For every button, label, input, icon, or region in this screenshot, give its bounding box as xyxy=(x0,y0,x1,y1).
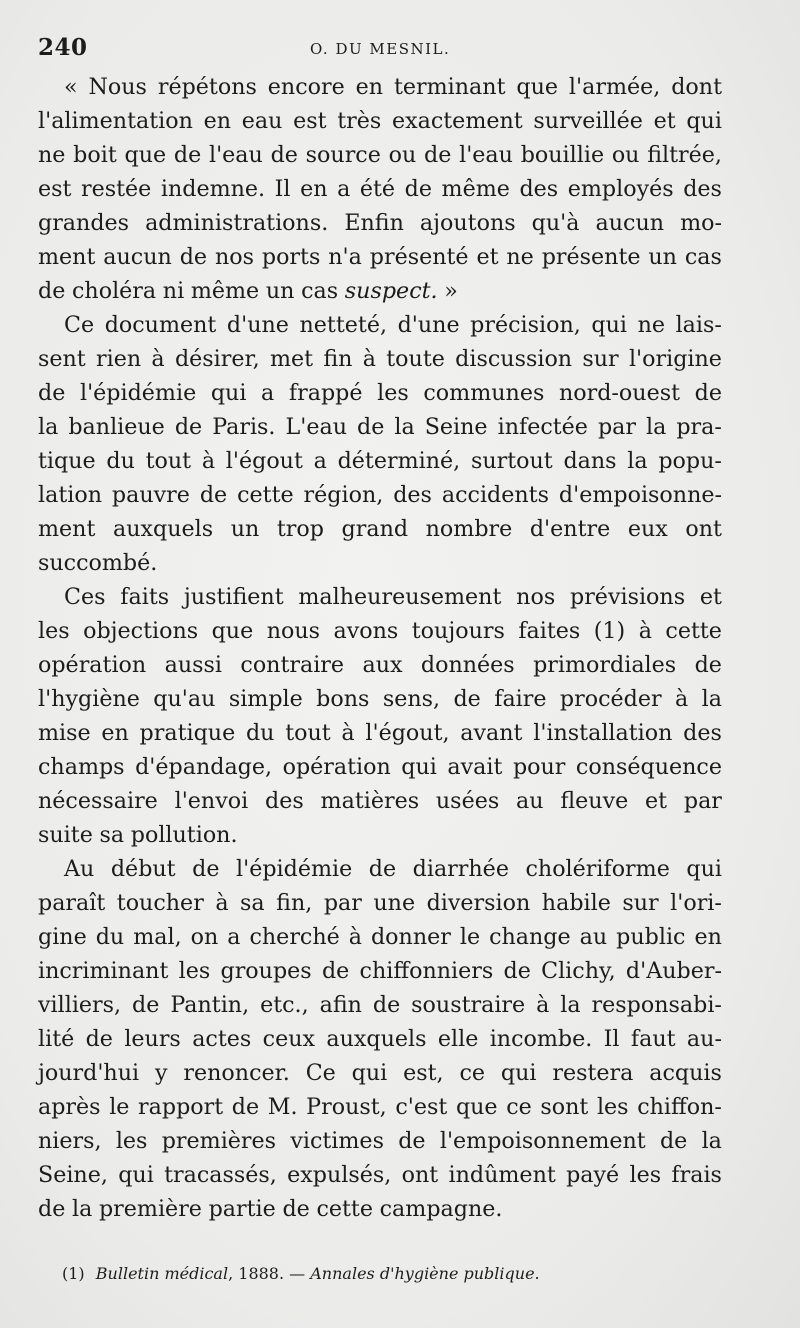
text-line: gine du mal, on a cherché à donner le change au public en xyxy=(38,924,722,950)
paragraph xyxy=(38,308,722,580)
text-line: lité de leurs actes ceux auxquels elle incombe. Il faut au- xyxy=(38,1026,722,1052)
text-line: après le rapport de M. Proust, c'est que ce sont les chiffon- xyxy=(38,1094,722,1120)
text-line: niers, les premières victimes de l'empoisonnement de la xyxy=(38,1128,722,1154)
text-line: nécessaire l'envoi des matières usées au fleuve et par xyxy=(38,788,722,814)
text-line: ment auxquels un trop grand nombre d'entre eux ont xyxy=(38,516,722,542)
text-line: grandes administrations. Enfin ajoutons qu'à aucun mo- xyxy=(38,210,722,236)
page-number: 240 xyxy=(38,34,88,61)
text-line: de l'épidémie qui a frappé les communes nord-ouest de xyxy=(38,380,722,406)
footnote-source-1: Bulletin médical xyxy=(95,1264,229,1283)
footnote-marker: (1) xyxy=(62,1264,85,1283)
text-line: Ces faits justifient malheureusement nos prévisions et xyxy=(64,584,722,610)
text-line: de la première partie de cette campagne. xyxy=(38,1196,503,1222)
text-line: jourd'hui y renoncer. Ce qui est, ce qui restera acquis xyxy=(38,1060,722,1086)
text-line: incriminant les groupes de chiffonniers de Clichy, d'Auber- xyxy=(38,958,722,984)
body-text xyxy=(38,70,722,1226)
text-line: de choléra ni même un cas suspect. » xyxy=(38,278,458,304)
text-line: « Nous répétons encore en terminant que l'armée, dont xyxy=(64,74,722,100)
text-line: succombé. xyxy=(38,550,158,576)
paragraph xyxy=(38,852,722,1226)
footnote-source-2: Annales d'hygiène publique xyxy=(310,1264,535,1283)
text-line: paraît toucher à sa fin, par une diversion habile sur l'ori- xyxy=(38,890,722,916)
footnote xyxy=(62,1264,540,1283)
footnote-end: . xyxy=(534,1264,540,1283)
paragraph xyxy=(38,70,722,308)
text-line: ment aucun de nos ports n'a présenté et ne présente un cas xyxy=(38,244,722,270)
text-line: ne boit que de l'eau de source ou de l'eau bouillie ou filtrée, xyxy=(38,142,722,168)
text-line: les objections que nous avons toujours faites (1) à cette xyxy=(38,618,722,644)
text-line: sent rien à désirer, met fin à toute discussion sur l'origine xyxy=(38,346,722,372)
text-line: tique du tout à l'égout a déterminé, surtout dans la popu- xyxy=(38,448,722,474)
text-line: Au début de l'épidémie de diarrhée cholériforme qui xyxy=(64,856,722,882)
text-line: mise en pratique du tout à l'égout, avant l'installation des xyxy=(38,720,722,746)
footnote-separator: , 1888. — xyxy=(228,1264,311,1283)
text-line: Seine, qui tracassés, expulsés, ont indûment payé les frais xyxy=(38,1162,722,1188)
page-header xyxy=(38,34,720,64)
text-line: la banlieue de Paris. L'eau de la Seine infectée par la pra- xyxy=(38,414,722,440)
running-head: O. DU MESNIL. xyxy=(310,40,451,58)
text-line: l'alimentation en eau est très exactement surveillée et qui xyxy=(38,108,722,134)
text-line: lation pauvre de cette région, des accidents d'empoisonne- xyxy=(38,482,722,508)
text-line: opération aussi contraire aux données primordiales de xyxy=(38,652,722,678)
text-line: villiers, de Pantin, etc., afin de soustraire à la responsabi- xyxy=(38,992,722,1018)
text-line: champs d'épandage, opération qui avait pour conséquence xyxy=(38,754,722,780)
text-line: est restée indemne. Il en a été de même des employés des xyxy=(38,176,722,202)
text-line: Ce document d'une netteté, d'une précision, qui ne lais- xyxy=(64,312,722,338)
paragraph xyxy=(38,580,722,852)
text-line: suite sa pollution. xyxy=(38,822,238,848)
text-line: l'hygiène qu'au simple bons sens, de faire procéder à la xyxy=(38,686,722,712)
